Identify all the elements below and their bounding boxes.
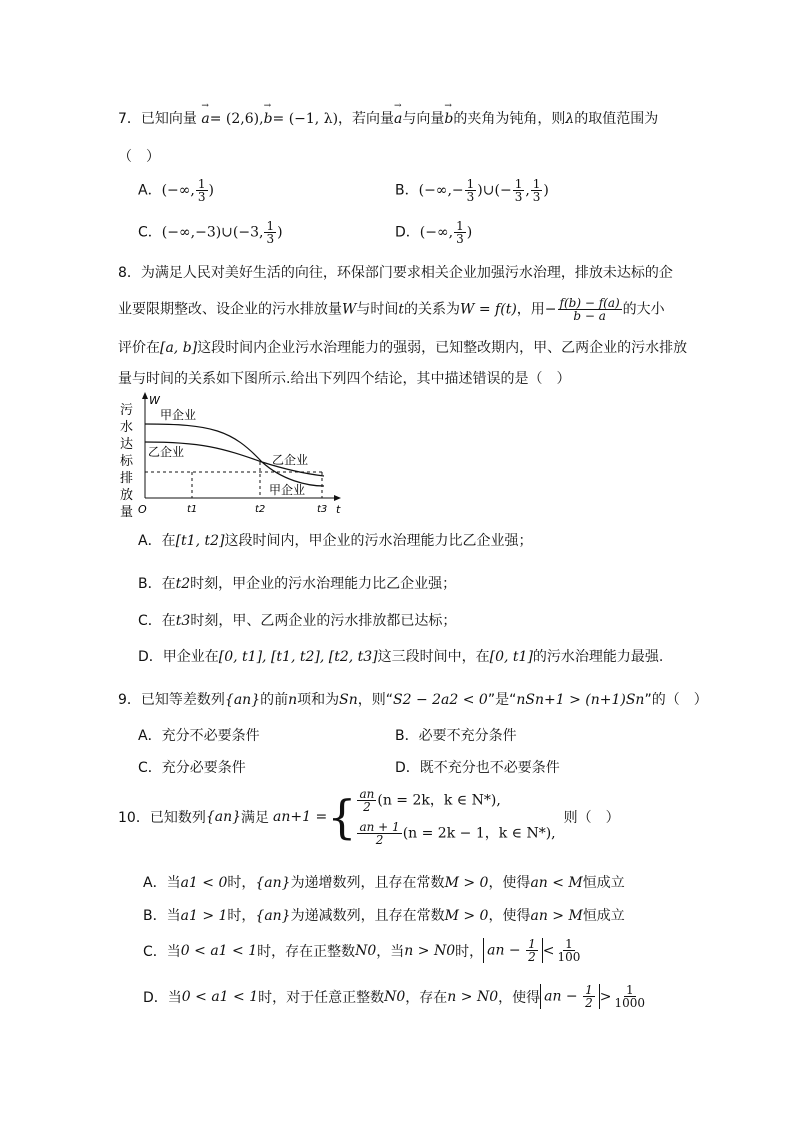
fraction xyxy=(357,821,401,846)
q7-stem xyxy=(118,108,658,128)
q10-text: 满足 xyxy=(241,810,270,826)
option-math: [0, t1], [t1, t2], [t2, t3] xyxy=(218,649,378,665)
option-label: A． xyxy=(138,182,162,199)
q7-text: 的夹角为钝角，则 xyxy=(453,111,566,127)
option-text: 时， xyxy=(455,943,484,960)
q8-line1: 8．为满足人民对美好生活的向往，环保部门要求相关企业加强污水治理，排放未达标的企 xyxy=(118,265,673,281)
option-text: 时，对于任意正整数 xyxy=(258,989,385,1006)
fraction xyxy=(531,178,543,203)
pollution-chart xyxy=(112,390,352,520)
fraction xyxy=(583,984,595,1009)
var-sn: Sn xyxy=(339,692,358,708)
option-math: {an} xyxy=(255,908,291,924)
fraction xyxy=(357,788,376,813)
q7-option-c[interactable] xyxy=(138,220,283,245)
vector-a: → a xyxy=(201,111,209,127)
option-math: (−∞, xyxy=(419,224,454,241)
q9-option-a[interactable]: A．充分不必要条件 xyxy=(138,728,260,744)
option-text: 的污水治理能力最强. xyxy=(532,649,664,665)
option-math: n > N0 xyxy=(447,988,499,1005)
option-text: 时刻，甲、乙两企业的污水排放都已达标； xyxy=(190,613,457,629)
q8-text: 的关系为 xyxy=(404,301,461,318)
q8-text: ，用 xyxy=(516,301,545,318)
numerator: an xyxy=(359,787,375,801)
option-text: 时，存在正整数 xyxy=(257,943,356,960)
option-math: , xyxy=(525,182,530,199)
q9-text: ”是“ xyxy=(487,692,517,708)
denominator: 2 xyxy=(585,996,593,1010)
lambda-symbol: λ xyxy=(565,111,575,127)
fraction xyxy=(513,178,525,203)
denominator: b − a xyxy=(573,309,606,323)
label-yi-left: 乙企业 xyxy=(148,445,185,459)
numerator: 1 xyxy=(528,937,536,951)
q9-option-c[interactable]: C．充分必要条件 xyxy=(138,760,246,776)
piecewise-cases xyxy=(356,788,555,846)
case-condition: (n = 2k − 1，k ∈ N*), xyxy=(402,825,556,842)
var-w: W xyxy=(342,301,357,318)
x-axis-label: t xyxy=(336,503,341,516)
option-math: n > N0 xyxy=(404,942,456,959)
q7-text: 的取值范围为 xyxy=(574,111,659,127)
q8-option-a[interactable] xyxy=(138,530,532,550)
tick-t3: t3 xyxy=(317,504,328,515)
q9-option-d[interactable]: D．既不充分也不必要条件 xyxy=(395,760,560,776)
q8-text: 业要限期整改、设企业的污水排放量 xyxy=(118,301,342,318)
q8-option-c[interactable] xyxy=(138,610,456,630)
denominator: 2 xyxy=(528,950,536,964)
numerator: an + 1 xyxy=(359,820,400,834)
option-math: N0 xyxy=(355,942,377,959)
q9-text: 9．已知等差数列 xyxy=(118,692,225,708)
q10-option-a[interactable] xyxy=(143,872,625,892)
q9-text: ”的（ ） xyxy=(644,692,708,708)
ylabel-char: 水 xyxy=(120,420,134,435)
numerator: 1 xyxy=(456,219,464,233)
fraction xyxy=(264,220,276,245)
q8-line2: 业要限期整改、设企业的污水排放量W与时间t的关系为W = f(t)，用− $\frac{f(b) - f(a)}{b - a}$ 的大小 xyxy=(118,296,665,323)
sequence: {an} xyxy=(205,809,242,825)
var-n: n xyxy=(288,692,298,708)
q8-text: 与时间 xyxy=(356,301,399,318)
option-text: ，使得 xyxy=(488,875,531,891)
option-label: B．在 xyxy=(138,576,176,592)
option-text: 时， xyxy=(227,908,256,924)
denominator: 2 xyxy=(363,800,371,814)
option-math: 0 < a1 < 1 xyxy=(181,988,259,1005)
option-math: N0 xyxy=(384,988,406,1005)
denominator: 100 xyxy=(557,950,581,964)
numerator: 1 xyxy=(532,177,541,191)
label-jia-top: 甲企业 xyxy=(160,408,197,422)
label-jia-right: 甲企业 xyxy=(269,483,306,497)
brace-icon: { xyxy=(327,790,357,844)
denominator: 3 xyxy=(466,190,475,204)
option-math: ) xyxy=(208,182,214,199)
numerator: 1 xyxy=(514,177,523,191)
denominator: 1000 xyxy=(614,996,646,1010)
denominator: 3 xyxy=(266,232,275,246)
abs-expr: an − xyxy=(487,942,526,959)
denominator: 3 xyxy=(532,190,541,204)
vector-b: → b xyxy=(264,111,273,127)
option-math: (−∞,− xyxy=(418,182,464,199)
option-math: ) xyxy=(466,224,473,241)
abs-expr: an − xyxy=(544,988,583,1005)
option-text: 为递减数列，且存在常数 xyxy=(290,908,445,924)
option-label: C． xyxy=(138,224,162,241)
ylabel-char: 污 xyxy=(120,403,134,418)
ylabel-char: 量 xyxy=(120,505,134,520)
option-math: ) xyxy=(543,182,549,199)
q9-text: 项和为 xyxy=(297,692,340,708)
option-text: ，当 xyxy=(376,943,405,960)
vector-a: → a xyxy=(394,111,402,127)
option-math: t2 xyxy=(175,576,191,592)
case-1 xyxy=(356,788,555,813)
option-math: [t1, t2] xyxy=(175,533,225,549)
absolute-value xyxy=(483,938,543,963)
option-math: (−∞, xyxy=(161,182,195,199)
q9-text: ，则“ xyxy=(357,692,394,708)
fraction xyxy=(465,178,477,203)
option-math: (−∞,−3)∪(−3, xyxy=(161,224,264,241)
q7-option-d[interactable] xyxy=(395,220,472,245)
ylabel-char: 放 xyxy=(120,488,134,503)
numerator: 1 xyxy=(266,219,275,233)
q10-option-d[interactable] xyxy=(143,984,648,1009)
q10-text: 10．已知数列 xyxy=(118,810,206,826)
option-math: {an} xyxy=(255,875,291,891)
option-label: D．甲企业在 xyxy=(138,649,219,665)
q7-text: 已知向量 xyxy=(140,111,197,127)
option-math: 0 < a1 < 1 xyxy=(180,942,258,959)
option-text: ，使得 xyxy=(488,908,531,924)
q9-option-b[interactable]: B．必要不充分条件 xyxy=(395,728,517,744)
fraction xyxy=(612,984,647,1009)
q8-text: 的大小 xyxy=(622,301,665,318)
ylabel-char: 标 xyxy=(120,454,134,469)
option-math: M > 0 xyxy=(444,875,489,891)
q7-option-b[interactable] xyxy=(395,178,549,203)
option-label: D． xyxy=(395,224,420,241)
numerator: 1 xyxy=(565,937,573,951)
interval-ab: [a, b] xyxy=(160,340,198,356)
fraction xyxy=(454,220,466,245)
q10-option-b[interactable] xyxy=(143,905,625,925)
denominator: 3 xyxy=(514,190,523,204)
q7-number: 7． xyxy=(118,111,141,127)
sequence: {an} xyxy=(224,692,261,708)
comparison: < xyxy=(542,942,555,959)
vector-a-value: = (2,6), xyxy=(209,111,264,127)
case-2 xyxy=(356,821,555,846)
var-t: t xyxy=(398,301,405,318)
option-text: 恒成立 xyxy=(582,908,625,924)
numerator: 1 xyxy=(466,177,475,191)
condition-2: nSn+1 > (n+1)Sn xyxy=(516,692,645,708)
fraction xyxy=(555,938,582,963)
denominator: 3 xyxy=(456,232,464,246)
option-text: 这三段时间中，在 xyxy=(377,649,490,665)
q8-line3 xyxy=(118,337,687,357)
option-math: t3 xyxy=(175,613,191,629)
denominator: 3 xyxy=(197,190,206,204)
q8-text: 这段时间内企业污水治理能力的强弱，已知整改期内，甲、乙两企业的污水排放 xyxy=(197,340,688,356)
q8-line4: 量与时间的关系如下图所示.给出下列四个结论，其中描述错误的是（ ） xyxy=(118,371,571,387)
option-text: 时， xyxy=(227,875,256,891)
q10-option-c[interactable] xyxy=(143,938,583,963)
option-math: a1 > 1 xyxy=(180,908,228,924)
option-math: M > 0 xyxy=(444,908,489,924)
recurrence-lhs: an+1 = xyxy=(273,809,328,825)
fraction xyxy=(196,178,208,203)
tick-t2: t2 xyxy=(255,504,266,515)
option-text: 为递增数列，且存在常数 xyxy=(290,875,445,891)
option-math: an > M xyxy=(530,908,583,924)
option-text: 恒成立 xyxy=(582,875,625,891)
option-text: 这段时间内，甲企业的污水治理能力比乙企业强； xyxy=(224,533,533,549)
option-label: D．当 xyxy=(143,989,182,1006)
option-math: ) xyxy=(277,224,283,241)
q9-text: 的前 xyxy=(260,692,289,708)
option-math: [0, t1] xyxy=(489,649,533,665)
q8-option-b[interactable] xyxy=(138,573,456,593)
option-math: an < M xyxy=(530,875,583,891)
option-label: B． xyxy=(395,182,419,199)
case-condition: (n = 2k，k ∈ N*), xyxy=(377,792,501,809)
option-text: ，存在 xyxy=(405,989,448,1006)
q8-option-d[interactable] xyxy=(138,646,663,666)
q7-text: ，若向量 xyxy=(338,111,395,127)
option-math: a1 < 0 xyxy=(180,875,228,891)
q9-stem xyxy=(118,689,708,709)
tick-t1: t1 xyxy=(187,504,198,515)
absolute-value xyxy=(540,984,600,1009)
fraction xyxy=(526,938,538,963)
option-text: 时刻，甲企业的污水治理能力比乙企业强； xyxy=(190,576,457,592)
numerator: 1 xyxy=(585,983,593,997)
vector-b: → b xyxy=(444,111,453,127)
option-label: A．在 xyxy=(138,533,176,549)
y-axis-label: W xyxy=(149,394,160,407)
numerator: 1 xyxy=(197,177,206,191)
option-label: A．当 xyxy=(143,875,181,891)
option-label: C．在 xyxy=(138,613,176,629)
q10-stem xyxy=(118,788,620,846)
q7-text: 与向量 xyxy=(402,111,445,127)
numerator: f(b) − f(a) xyxy=(559,296,620,310)
ylabel-char: 排 xyxy=(120,471,134,486)
q7-paren: （ ） xyxy=(118,149,160,165)
label-yi-right: 乙企业 xyxy=(272,453,309,467)
y-arrow-icon xyxy=(142,392,148,399)
q10-text: 则（ ） xyxy=(563,810,620,826)
denominator: 2 xyxy=(375,833,384,847)
option-math: )∪(− xyxy=(477,182,512,199)
option-label: B．当 xyxy=(143,908,181,924)
comparison: > xyxy=(599,988,612,1005)
numerator: 1 xyxy=(625,983,634,997)
rate-fraction xyxy=(558,297,622,322)
vector-b-value: = (−1, λ) xyxy=(272,111,339,127)
q8-text: 评价在 xyxy=(118,340,160,356)
origin-label: O xyxy=(138,503,147,516)
q7-option-a[interactable] xyxy=(138,178,214,203)
option-label: C．当 xyxy=(143,943,181,960)
condition-1: S2 − 2a2 < 0 xyxy=(393,692,488,708)
function-eq: W = f(t) xyxy=(460,301,517,318)
ylabel-chars xyxy=(120,403,134,520)
ylabel-char: 达 xyxy=(120,437,134,452)
x-arrow-icon xyxy=(334,495,341,501)
option-text: ，使得 xyxy=(498,989,541,1006)
